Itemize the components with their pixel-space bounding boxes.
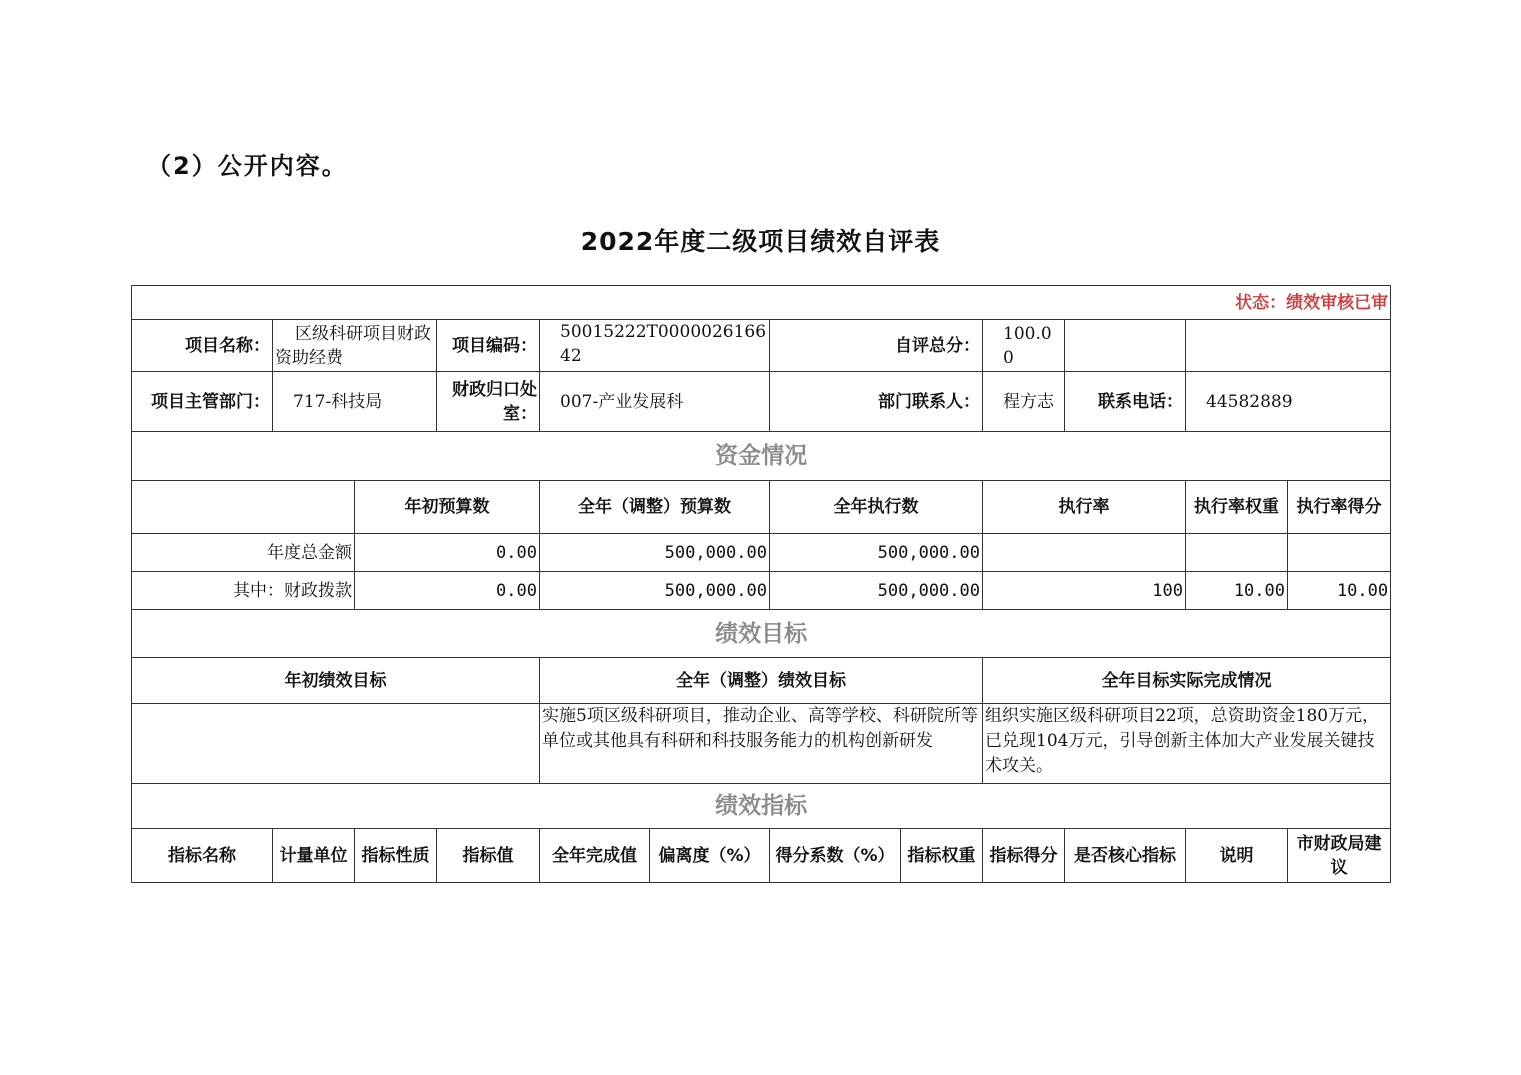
empty-cell xyxy=(132,481,355,534)
goals-header-actual: 全年目标实际完成情况 xyxy=(983,658,1391,704)
project-name-label: 项目名称： xyxy=(132,320,273,372)
funds-row-weight xyxy=(1186,534,1288,572)
funds-row-score xyxy=(1288,534,1391,572)
funds-header-weight: 执行率权重 xyxy=(1186,481,1288,534)
department-label: 项目主管部门： xyxy=(132,372,273,432)
funds-row-executed: 500,000.00 xyxy=(770,572,983,610)
funds-row-label: 年度总金额 xyxy=(132,534,355,572)
self-score-value: 100.00 xyxy=(983,320,1065,372)
indicator-header-weight: 指标权重 xyxy=(901,829,983,883)
funds-header-initial: 年初预算数 xyxy=(355,481,540,534)
funds-row-adjusted: 500,000.00 xyxy=(540,534,770,572)
contact-label: 部门联系人： xyxy=(770,372,983,432)
indicator-header-value: 指标值 xyxy=(437,829,540,883)
finance-office-label: 财政归口处室： xyxy=(437,372,540,432)
document-title: 2022年度二级项目绩效自评表 xyxy=(580,227,941,256)
funds-section-title: 资金情况 xyxy=(132,432,1391,481)
indicator-header-deviation: 偏离度（%） xyxy=(650,829,770,883)
goals-actual-text: 组织实施区级科研项目22项，总资助资金180万元，已兑现104万元，引导创新主体加大产业发展关键技术攻关。 xyxy=(983,704,1391,784)
project-code-value: 50015222T000002616642 xyxy=(540,320,770,372)
section-heading: （2）公开内容。 xyxy=(147,152,348,180)
indicator-header-suggestion: 市财政局建议 xyxy=(1288,829,1391,883)
phone-label: 联系电话： xyxy=(1065,372,1186,432)
goals-section-title: 绩效目标 xyxy=(132,610,1391,658)
project-code-label: 项目编码： xyxy=(437,320,540,372)
self-score-label: 自评总分： xyxy=(770,320,983,372)
indicator-header-completed: 全年完成值 xyxy=(540,829,650,883)
status-badge: 状态：绩效审核已审 xyxy=(132,286,1391,320)
phone-value: 44582889 xyxy=(1186,372,1391,432)
contact-value: 程方志 xyxy=(983,372,1065,432)
department-value: 717-科技局 xyxy=(273,372,437,432)
indicator-header-coefficient: 得分系数（%） xyxy=(770,829,901,883)
empty-cell xyxy=(1065,320,1186,372)
finance-office-value: 007-产业发展科 xyxy=(540,372,770,432)
indicator-header-score: 指标得分 xyxy=(983,829,1065,883)
funds-row-rate: 100 xyxy=(983,572,1186,610)
performance-self-evaluation-table xyxy=(131,285,1391,883)
funds-header-executed: 全年执行数 xyxy=(770,481,983,534)
funds-row-adjusted: 500,000.00 xyxy=(540,572,770,610)
indicator-header-core: 是否核心指标 xyxy=(1065,829,1186,883)
indicator-header-nature: 指标性质 xyxy=(355,829,437,883)
funds-header-score: 执行率得分 xyxy=(1288,481,1391,534)
goals-initial-text xyxy=(132,704,540,784)
indicator-header-name: 指标名称 xyxy=(132,829,273,883)
funds-row-score: 10.00 xyxy=(1288,572,1391,610)
table-row xyxy=(132,572,1391,610)
funds-header-rate: 执行率 xyxy=(983,481,1186,534)
indicators-section-title: 绩效指标 xyxy=(132,784,1391,829)
project-name-value: 区级科研项目财政资助经费 xyxy=(273,320,437,372)
table-row xyxy=(132,534,1391,572)
funds-row-rate xyxy=(983,534,1186,572)
indicator-header-note: 说明 xyxy=(1186,829,1288,883)
goals-adjusted-text: 实施5项区级科研项目，推动企业、高等学校、科研院所等单位或其他具有科研和科技服务能力的机构创新研发 xyxy=(540,704,983,784)
funds-header-adjusted: 全年（调整）预算数 xyxy=(540,481,770,534)
goals-header-initial: 年初绩效目标 xyxy=(132,658,540,704)
funds-row-executed: 500,000.00 xyxy=(770,534,983,572)
indicator-header-unit: 计量单位 xyxy=(273,829,355,883)
empty-cell xyxy=(1186,320,1391,372)
funds-row-initial: 0.00 xyxy=(355,572,540,610)
funds-row-initial: 0.00 xyxy=(355,534,540,572)
funds-row-label: 其中：财政拨款 xyxy=(132,572,355,610)
funds-row-weight: 10.00 xyxy=(1186,572,1288,610)
goals-header-adjusted: 全年（调整）绩效目标 xyxy=(540,658,983,704)
